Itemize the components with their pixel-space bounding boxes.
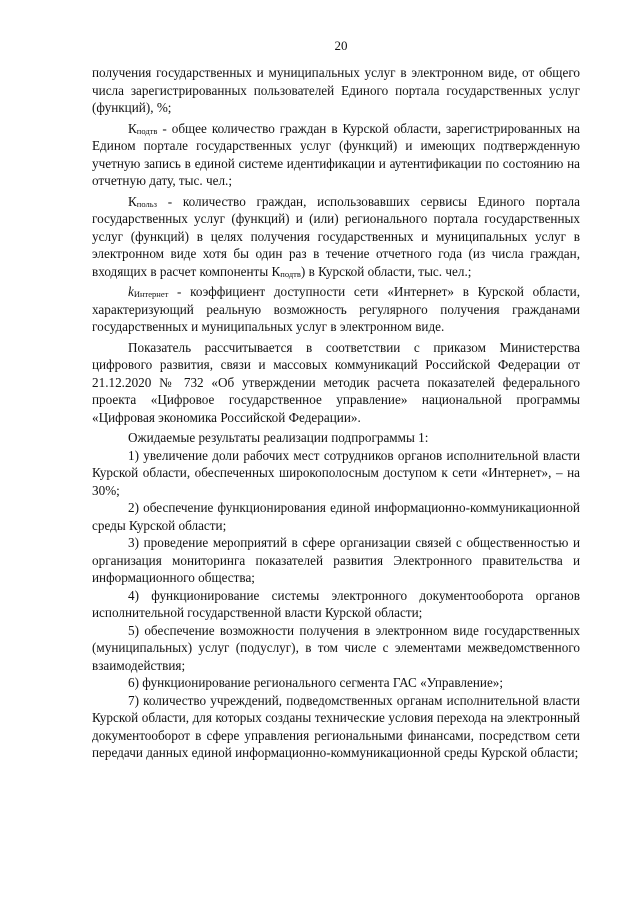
list-item-3: 3) проведение мероприятий в сфере организации связей с общественностью и организация мониторинга показателей развития Электронного правительства и информационного общества; bbox=[92, 535, 580, 585]
definition-text: - количество граждан, использовавших сервисы Единого портала государственных услуг (функций) и (или) регионального портала государственных услуг (функций) в целях получения государственных и муниципальных услуг в электронном виде хотя бы один раз в течение отчетного года (из числа граждан, входящих в расчет компоненты bbox=[92, 193, 580, 279]
list-item-1: 1) увеличение доли рабочих мест сотрудников органов исполнительной власти Курской области, обеспеченных широкополосным доступом к сети «Интернет», – на 30%; bbox=[92, 447, 580, 498]
inline-symbol-k: К bbox=[271, 263, 281, 279]
subscript-internet: Интернет bbox=[133, 289, 169, 299]
list-item-2: 2) обеспечение функционирования единой информационно-коммуникационной среды Курской области; bbox=[92, 500, 580, 533]
page-number: 20 bbox=[334, 38, 348, 53]
definition-text: - общее количество граждан в Курской области, зарегистрированных на Едином портале государственных услуг (функций) и имеющих подтвержденную учетную запись в единой системе идентификации и аутентификации по состоянию на отчетную дату, тыс. чел.; bbox=[92, 120, 580, 188]
subscript-podtv: подтв bbox=[136, 125, 158, 136]
list-item-7: 7) количество учреждений, подведомственных органам исполнительной власти Курской области, для которых созданы технические условия перехода на электронный документооборот в сфере управления региональными финансами, посредством сети передачи данных единой информационно-коммуникационной среды Курской области; bbox=[92, 692, 580, 760]
paragraph-expected-results-heading: Ожидаемые результаты реализации подпрограммы 1: bbox=[128, 430, 429, 445]
list-item-4: 4) функционирование системы электронного документооборота органов исполнительной государственной власти Курской области; bbox=[92, 587, 580, 620]
definition-text: - коэффициент доступности сети «Интернет» в Курской области, характеризующий реальную возможность регулярного получения гражданами государственных и муниципальных услуг в электронном виде. bbox=[92, 284, 580, 334]
list-item-6: 6) функционирование регионального сегмента ГАС «Управление»; bbox=[128, 675, 504, 690]
symbol-k-italic: k bbox=[128, 284, 134, 299]
paragraph-continuation: получения государственных и муниципальных услуг в электронном виде, от общего числа зарегистрированных пользователей Единого портала государственных услуг (функций), %; bbox=[92, 65, 580, 115]
list-item-5: 5) обеспечение возможности получения в электронном виде государственных (муниципальных) услуг (подуслуг), в том числе с элементами межведомственного взаимодействия; bbox=[92, 622, 580, 673]
paragraph-k-internet bbox=[92, 283, 580, 336]
paragraph-methodology: Показатель рассчитывается в соответствии с приказом Министерства цифрового развития, связи и массовых коммуникаций Российской Федерации от 21.12.2020 № 732 «Об утверждении методик расчета показателей федерального проекта «Цифровое государственное управление» национальной программы «Цифровая экономика Российской Федерации». bbox=[92, 339, 580, 425]
definition-text-end: ) в Курской области, тыс. чел.; bbox=[300, 263, 472, 279]
paragraph-k-polz bbox=[92, 193, 580, 281]
paragraph-k-podtv bbox=[92, 120, 580, 190]
inline-subscript-podtv: подтв bbox=[280, 268, 301, 279]
symbol-k: К bbox=[128, 120, 137, 136]
subscript-polz: польз bbox=[136, 198, 157, 209]
symbol-k: К bbox=[128, 193, 137, 209]
